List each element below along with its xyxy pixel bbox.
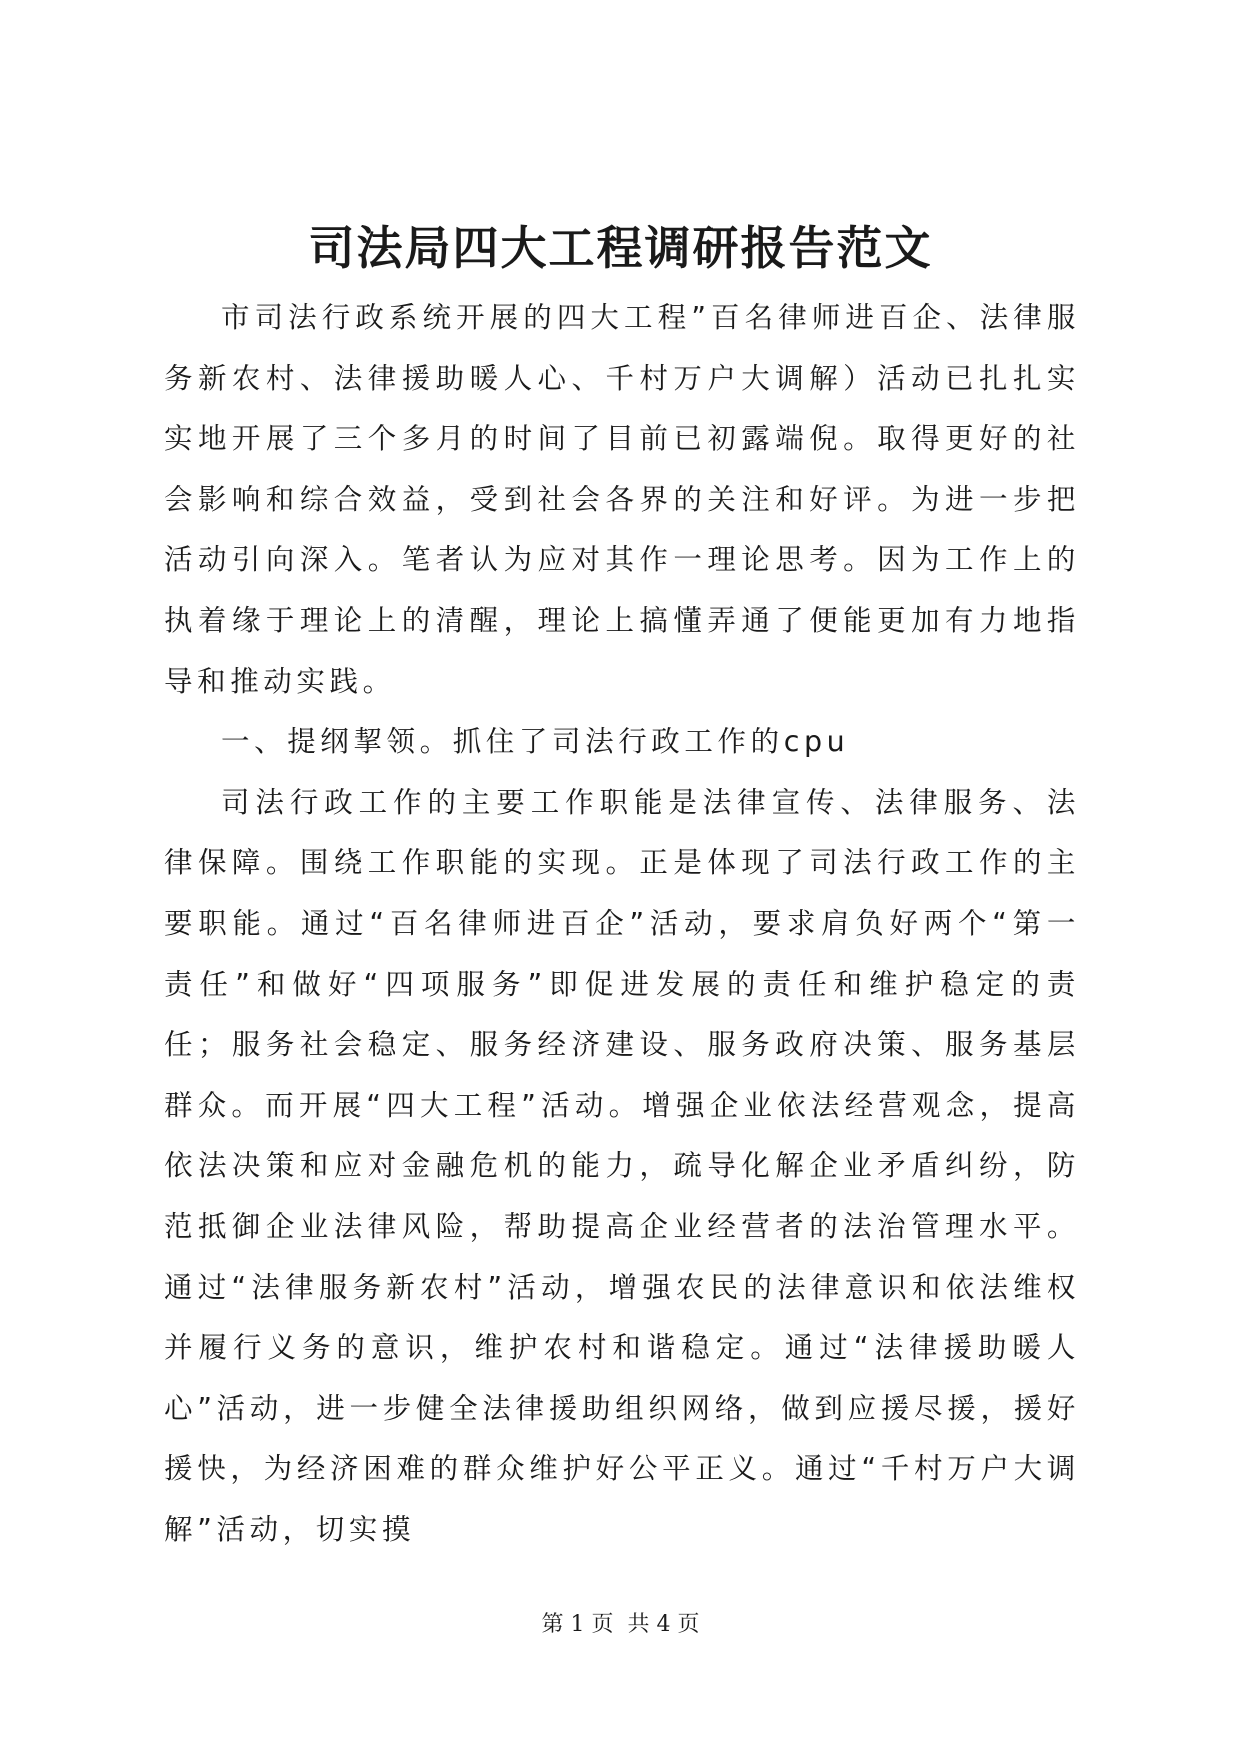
document-body: [164, 288, 1080, 1560]
paragraph-intro: 市司法行政系统开展的四大工程”百名律师进百企、法律服务新农村、法律援助暖人心、千村万户大调解）活动已扎扎实实地开展了三个多月的时间了目前已初露端倪。取得更好的社会影响和综合效益，受到社会各界的关注和好评。为进一步把活动引向深入。笔者认为应对其作一理论思考。因为工作上的执着缘于理论上的清醒，理论上搞懂弄通了便能更加有力地指导和推动实践。: [164, 301, 1080, 698]
page-footer: [0, 1610, 1241, 1640]
page-number: 第 1 页: [541, 1612, 614, 1637]
section-heading-1: 一、提纲挈领。抓住了司法行政工作的cpu: [221, 725, 850, 759]
page-total: 共 4 页: [627, 1612, 700, 1637]
document-title: 司法局四大工程调研报告范文: [308, 221, 933, 275]
paragraph-section-1: 司法行政工作的主要工作职能是法律宣传、法律服务、法律保障。围绕工作职能的实现。正是体现了司法行政工作的主要职能。通过“百名律师进百企”活动，要求肩负好两个“第一责任”和做好“四项服务”即促进发展的责任和维护稳定的责任；服务社会稳定、服务经济建设、服务政府决策、服务基层群众。而开展“四大工程”活动。增强企业依法经营观念，提高依法决策和应对金融危机的能力，疏导化解企业矛盾纠纷，防范抵御企业法律风险，帮助提高企业经营者的法治管理水平。通过“法律服务新农村”活动，增强农民的法律意识和依法维权并履行义务的意识，维护农村和谐稳定。通过“法律援助暖人心”活动，进一步健全法律援助组织网络，做到应援尽援，援好援快，为经济困难的群众维护好公平正义。通过“千村万户大调解”活动，切实摸: [164, 785, 1080, 1546]
